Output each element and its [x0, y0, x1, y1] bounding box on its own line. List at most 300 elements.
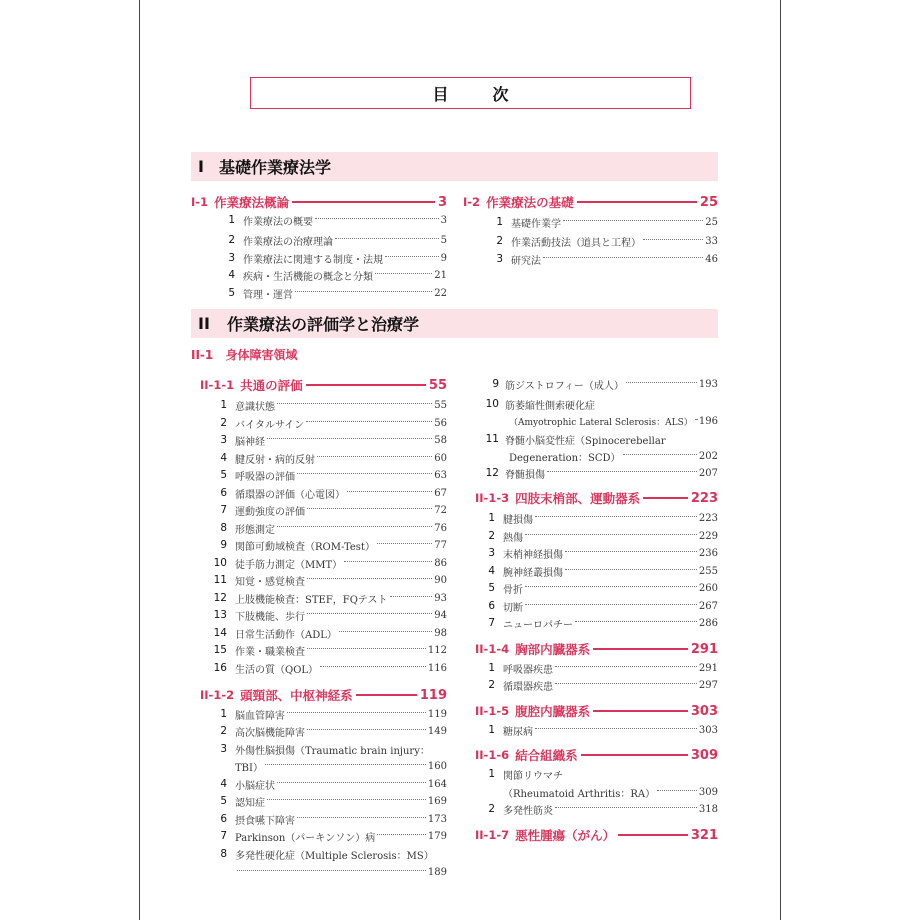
part-number: II — [198, 314, 210, 333]
entry-page: 33 — [705, 235, 718, 247]
entry-page: 173 — [427, 813, 447, 825]
entry-title: 切断 — [503, 602, 523, 614]
section-page: 3 — [437, 194, 447, 210]
part-title: 基礎作業療法学 — [219, 158, 332, 177]
entry-title-continued: TBI） — [235, 762, 263, 774]
toc-entry[interactable] — [207, 811, 447, 827]
toc-entry[interactable] — [207, 450, 447, 466]
entry-number: 3 — [220, 434, 227, 446]
section-heading[interactable] — [200, 686, 447, 704]
dot-leader — [295, 291, 432, 292]
entry-number: 3 — [228, 252, 235, 264]
toc-entry[interactable] — [475, 510, 718, 526]
toc-entry-continued[interactable] — [509, 448, 718, 464]
toc-entry[interactable] — [207, 467, 447, 483]
sub-part-heading[interactable] — [191, 346, 297, 363]
dot-leader — [277, 403, 432, 404]
section-title: 腹腔内臓器系 — [515, 704, 591, 719]
entry-number: 15 — [213, 644, 227, 656]
entry-page: 207 — [698, 467, 718, 479]
section-number: II-1-6 — [475, 748, 510, 762]
toc-entry[interactable] — [207, 432, 447, 448]
dot-leader — [525, 586, 697, 587]
entry-number: 1 — [496, 216, 503, 228]
toc-entry[interactable] — [207, 625, 447, 641]
entry-title: 作業療法に関連する制度・法規 — [243, 254, 383, 266]
entry-page: 260 — [698, 582, 718, 594]
entry-title: 摂食嚥下障害 — [235, 815, 295, 827]
toc-entry[interactable] — [475, 580, 718, 596]
entry-page: 46 — [705, 253, 718, 265]
section-page: 223 — [690, 490, 718, 506]
dot-leader — [657, 790, 697, 791]
entry-title: 多発性筋炎 — [503, 805, 553, 817]
dot-leader — [525, 604, 697, 605]
toc-entry[interactable] — [215, 212, 447, 228]
toc-entry[interactable] — [207, 502, 447, 518]
section-number: I-2 — [463, 195, 481, 209]
entry-number: 4 — [228, 269, 235, 281]
leader-line — [292, 201, 435, 203]
entry-page: 5 — [440, 234, 447, 246]
entry-number: 2 — [220, 417, 227, 429]
entry-number: 1 — [220, 399, 227, 411]
leader-line — [581, 754, 688, 756]
part-number: I — [198, 157, 204, 176]
entry-title: 疾病・生活機能の概念と分類 — [243, 271, 373, 283]
entry-title: 徒手筋力測定（MMT） — [235, 559, 343, 571]
dot-leader — [375, 273, 432, 274]
entry-number: 5 — [220, 795, 227, 807]
toc-entry[interactable] — [207, 590, 447, 606]
entry-title: 腕神経叢損傷 — [503, 567, 563, 579]
dot-leader — [297, 473, 432, 474]
entry-page: 77 — [434, 539, 447, 551]
dot-leader — [335, 238, 439, 239]
section-page: 25 — [699, 194, 718, 210]
toc-entry-continued[interactable] — [235, 864, 447, 880]
entry-page: 112 — [427, 644, 447, 656]
entry-page: 63 — [434, 469, 447, 481]
entry-number: 10 — [213, 557, 227, 569]
entry-title: 運動強度の評価 — [235, 506, 305, 518]
section-title: 結合組織系 — [515, 748, 578, 763]
entry-number: 2 — [496, 235, 503, 247]
dot-leader — [626, 382, 697, 383]
entry-page: 223 — [698, 512, 718, 524]
section-page: 321 — [690, 827, 718, 843]
entry-page: 297 — [698, 679, 718, 691]
entry-title: 呼吸器の評価 — [235, 471, 295, 483]
entry-number: 2 — [488, 803, 495, 815]
entry-number: 3 — [488, 547, 495, 559]
section-heading[interactable] — [475, 640, 718, 658]
section-title: 悪性腫瘍（がん） — [515, 828, 616, 843]
entry-page: 255 — [698, 565, 718, 577]
entry-number: 10 — [485, 398, 499, 410]
section-heading[interactable] — [475, 826, 718, 844]
toc-entry[interactable] — [215, 267, 447, 283]
dot-leader — [535, 728, 697, 729]
entry-page: 236 — [698, 547, 718, 559]
section-number: II-1-2 — [200, 688, 235, 702]
entry-number: 8 — [220, 848, 227, 860]
entry-page: 160 — [427, 760, 447, 772]
entry-title: 上肢機能検査：STEF，FQテスト — [235, 594, 388, 606]
entry-page: 22 — [434, 287, 447, 299]
toc-entry[interactable] — [475, 677, 718, 693]
toc-entry[interactable] — [207, 485, 447, 501]
entry-number: 14 — [213, 627, 227, 639]
dot-leader — [307, 613, 432, 614]
entry-page: 116 — [427, 662, 447, 674]
section-page: 55 — [428, 377, 447, 393]
entry-number: 3 — [496, 253, 503, 265]
entry-title: 筋萎縮性側索硬化症 — [505, 400, 595, 412]
entry-number: 5 — [488, 582, 495, 594]
toc-entry[interactable] — [475, 528, 718, 544]
entry-page: 202 — [698, 450, 718, 462]
toc-entry[interactable] — [475, 722, 718, 738]
toc-entry[interactable] — [207, 660, 447, 676]
entry-title-continued: Degeneration：SCD） — [509, 452, 621, 464]
entry-number: 12 — [213, 592, 227, 604]
toc-entry[interactable] — [475, 615, 718, 631]
entry-title: 腱反射・病的反射 — [235, 454, 315, 466]
entry-title: 熱傷 — [503, 532, 523, 544]
entry-page: 25 — [705, 216, 718, 228]
section-number: II-1-4 — [475, 642, 510, 656]
entry-number: 2 — [228, 234, 235, 246]
dot-leader — [555, 807, 697, 808]
toc-entry[interactable] — [475, 801, 718, 817]
entry-page: 60 — [434, 452, 447, 464]
toc-entry[interactable] — [215, 250, 447, 266]
entry-page: 303 — [698, 724, 718, 736]
dot-leader — [307, 729, 426, 730]
part-heading-1 — [191, 152, 718, 181]
dot-leader — [317, 456, 432, 457]
entry-number: 7 — [220, 504, 227, 516]
dot-leader — [643, 239, 703, 240]
entry-title: 循環器の評価（心電図） — [235, 489, 345, 501]
entry-title-continued: （Amyotrophic Lateral Sclerosis：ALS） — [509, 417, 693, 428]
toc-entry-continued[interactable] — [503, 784, 718, 800]
entry-title: 作業活動技法（道具と工程） — [511, 237, 641, 249]
entry-number: 5 — [220, 469, 227, 481]
entry-title-continued: （Rheumatoid Arthritis：RA） — [503, 788, 656, 800]
entry-page: 94 — [434, 609, 447, 621]
entry-page: 149 — [427, 725, 447, 737]
entry-title: 循環器疾患 — [503, 681, 553, 693]
entry-number: 1 — [488, 724, 495, 736]
toc-entry[interactable] — [207, 537, 447, 553]
entry-page: 179 — [427, 830, 447, 842]
dot-leader — [347, 491, 432, 492]
entry-title: Parkinson（パーキンソン）病 — [235, 832, 376, 844]
section-number: II-1-3 — [475, 491, 510, 505]
entry-number: 1 — [220, 708, 227, 720]
entry-number: 7 — [220, 830, 227, 842]
entry-page: 93 — [434, 592, 447, 604]
entry-number: 9 — [492, 378, 499, 390]
dot-leader — [377, 834, 426, 835]
leader-line — [593, 648, 688, 650]
entry-number: 2 — [220, 725, 227, 737]
entry-title: 骨折 — [503, 584, 523, 596]
dot-leader — [307, 578, 432, 579]
dot-leader — [390, 596, 433, 597]
dot-leader — [237, 870, 426, 871]
entry-page: 267 — [698, 600, 718, 612]
dot-leader — [565, 569, 697, 570]
toc-entry[interactable] — [475, 465, 718, 481]
entry-title: 下肢機能、歩行 — [235, 611, 305, 623]
entry-number: 2 — [488, 530, 495, 542]
entry-title: 糖尿病 — [503, 726, 533, 738]
dot-leader — [565, 551, 697, 552]
entry-number: 1 — [488, 768, 495, 780]
section-heading[interactable] — [200, 376, 447, 394]
dot-leader — [297, 817, 426, 818]
toc-entry[interactable] — [207, 415, 447, 431]
entry-number: 16 — [213, 662, 227, 674]
entry-page: 291 — [698, 662, 718, 674]
entry-title: 日常生活動作（ADL） — [235, 629, 337, 641]
entry-number: 1 — [488, 512, 495, 524]
dot-leader — [377, 543, 432, 544]
dot-leader — [307, 508, 432, 509]
dot-leader — [265, 764, 426, 765]
toc-entry[interactable] — [207, 642, 447, 658]
toc-entry[interactable] — [475, 660, 718, 676]
dot-leader — [315, 218, 439, 219]
entry-number: 6 — [220, 487, 227, 499]
section-title: 作業療法の基礎 — [486, 195, 574, 210]
entry-title: 呼吸器疾患 — [503, 664, 553, 676]
entry-page: 90 — [434, 574, 447, 586]
toc-entry-continued[interactable] — [235, 758, 447, 774]
toc-entry-continued[interactable] — [509, 413, 718, 429]
section-title: 共通の評価 — [240, 378, 303, 393]
dot-leader — [344, 561, 432, 562]
section-title: 頭頸部、中枢神経系 — [240, 688, 353, 703]
entry-title: 筋ジストロフィー（成人） — [505, 380, 624, 392]
toc-entry[interactable] — [475, 766, 718, 782]
section-number: II-1-5 — [475, 704, 510, 718]
entry-page: 164 — [427, 778, 447, 790]
entry-number: 11 — [213, 574, 227, 586]
entry-page: 3 — [440, 214, 447, 226]
toc-entry[interactable] — [475, 563, 718, 579]
section-page: 119 — [419, 687, 447, 703]
toc-entry[interactable] — [207, 520, 447, 536]
leader-line — [618, 834, 688, 836]
entry-title: 作業療法の概要 — [243, 216, 313, 228]
entry-number: 4 — [220, 778, 227, 790]
entry-title: バイタルサイン — [235, 419, 305, 431]
dot-leader — [535, 516, 697, 517]
entry-number: 13 — [213, 609, 227, 621]
leader-line — [306, 384, 426, 386]
entry-number: 1 — [488, 662, 495, 674]
section-heading[interactable] — [191, 193, 447, 211]
section-number: II-1-1 — [200, 378, 235, 392]
entry-page: 58 — [434, 434, 447, 446]
section-heading[interactable] — [475, 489, 718, 507]
toc-entry[interactable] — [207, 828, 447, 844]
dot-leader — [267, 799, 426, 800]
toc-entry[interactable] — [207, 572, 447, 588]
entry-number: 12 — [485, 467, 499, 479]
entry-page: 318 — [698, 803, 718, 815]
entry-title: 作業療法の治療理論 — [243, 236, 333, 248]
entry-title: 外傷性脳損傷（Traumatic brain injury： — [235, 745, 430, 757]
part-heading-2 — [191, 309, 718, 338]
leader-line — [643, 497, 688, 499]
dot-leader — [555, 666, 697, 667]
toc-title: 目 次 — [432, 84, 523, 104]
dot-leader — [563, 220, 703, 221]
section-number: II-1-7 — [475, 828, 510, 842]
entry-title: ニューロパチー — [503, 619, 573, 631]
entry-title: 管理・運営 — [243, 289, 293, 301]
entry-page: 229 — [698, 530, 718, 542]
entry-page: 189 — [427, 866, 447, 878]
entry-page: 119 — [427, 708, 447, 720]
entry-page: 72 — [434, 504, 447, 516]
entry-title: 認知症 — [235, 797, 265, 809]
entry-title: 多発性硬化症（Multiple Sclerosis：MS） — [235, 850, 434, 862]
dot-leader — [339, 631, 432, 632]
part-title: 作業療法の評価学と治療学 — [227, 315, 420, 334]
entry-title: 形態測定 — [235, 524, 275, 536]
entry-number: 8 — [220, 522, 227, 534]
dot-leader — [320, 666, 426, 667]
dot-leader — [695, 419, 697, 420]
entry-page: 56 — [434, 417, 447, 429]
toc-entry[interactable] — [483, 251, 718, 267]
toc-entry[interactable] — [475, 598, 718, 614]
dot-leader — [277, 782, 426, 783]
dot-leader — [547, 471, 697, 472]
entry-number: 9 — [220, 539, 227, 551]
entry-page: 98 — [434, 627, 447, 639]
section-number: I-1 — [191, 195, 209, 209]
dot-leader — [543, 257, 703, 258]
entry-number: 4 — [220, 452, 227, 464]
entry-page: 193 — [698, 378, 718, 390]
section-page: 303 — [690, 703, 718, 719]
entry-page: 67 — [434, 487, 447, 499]
toc-entry[interactable] — [207, 397, 447, 413]
entry-title: 脊髄損傷 — [505, 469, 545, 481]
entry-title: 基礎作業学 — [511, 218, 561, 230]
toc-entry[interactable] — [483, 233, 718, 249]
entry-number: 4 — [488, 565, 495, 577]
entry-number: 6 — [488, 600, 495, 612]
dot-leader — [307, 648, 426, 649]
entry-page: 286 — [698, 617, 718, 629]
dot-leader — [267, 438, 432, 439]
entry-number: 2 — [488, 679, 495, 691]
entry-number: 3 — [220, 743, 227, 755]
dot-leader — [277, 526, 432, 527]
dot-leader — [525, 534, 697, 535]
entry-title: 関節可動域検査（ROM-Test） — [235, 541, 375, 553]
toc-entry[interactable] — [475, 545, 718, 561]
toc-entry[interactable] — [207, 706, 447, 722]
toc-entry[interactable] — [207, 607, 447, 623]
entry-title: 小脳症状 — [235, 780, 275, 792]
entry-number: 7 — [488, 617, 495, 629]
toc-entry[interactable] — [207, 741, 447, 757]
section-title: 胸部内臓器系 — [515, 642, 591, 657]
toc-entry[interactable] — [207, 776, 447, 792]
entry-title: 関節リウマチ — [503, 770, 563, 782]
dot-leader — [555, 683, 697, 684]
leader-line — [593, 710, 688, 712]
sub-part-number: II-1 — [191, 348, 214, 362]
toc-entry[interactable] — [207, 846, 447, 862]
entry-title: 高次脳機能障害 — [235, 727, 305, 739]
toc-entry[interactable] — [207, 723, 447, 739]
entry-title: 脳血管障害 — [235, 710, 285, 722]
entry-title: 研究法 — [511, 255, 541, 267]
toc-entry[interactable] — [483, 214, 718, 230]
section-heading[interactable] — [475, 746, 718, 764]
entry-title: 生活の質（QOL） — [235, 664, 319, 676]
entry-page: 76 — [434, 522, 447, 534]
entry-page: 55 — [434, 399, 447, 411]
entry-page: 9 — [440, 252, 447, 264]
entry-number: 1 — [228, 214, 235, 226]
toc-entry[interactable] — [215, 285, 447, 301]
sub-part-title: 身体障害領域 — [225, 348, 298, 362]
dot-leader — [306, 421, 432, 422]
entry-page: 169 — [427, 795, 447, 807]
section-page: 309 — [690, 747, 718, 763]
entry-page: 196 — [698, 415, 718, 427]
section-page: 291 — [690, 641, 718, 657]
entry-page: 86 — [434, 557, 447, 569]
section-title: 四肢末梢部、運動器系 — [515, 491, 641, 506]
entry-page: 21 — [434, 269, 447, 281]
toc-entry[interactable] — [475, 376, 718, 392]
section-heading[interactable] — [463, 193, 718, 211]
entry-page: 309 — [698, 786, 718, 798]
entry-title: 脊髄小脳変性症（Spinocerebellar — [505, 435, 666, 447]
section-title: 作業療法概論 — [214, 195, 290, 210]
toc-entry[interactable] — [475, 396, 718, 412]
dot-leader — [385, 256, 439, 257]
dot-leader — [575, 621, 697, 622]
toc-entry[interactable] — [475, 431, 718, 447]
entry-title: 脳神経 — [235, 436, 265, 448]
entry-title: 知覚・感覚検査 — [235, 576, 305, 588]
toc-entry[interactable] — [215, 232, 447, 248]
entry-title: 意識状態 — [235, 401, 275, 413]
section-heading[interactable] — [475, 702, 718, 720]
entry-title: 作業・職業検査 — [235, 646, 305, 658]
toc-entry[interactable] — [207, 793, 447, 809]
entry-title: 腱損傷 — [503, 514, 533, 526]
leader-line — [356, 694, 417, 696]
entry-title: 末梢神経損傷 — [503, 549, 563, 561]
toc-entry[interactable] — [207, 555, 447, 571]
dot-leader — [287, 712, 426, 713]
leader-line — [577, 201, 697, 203]
